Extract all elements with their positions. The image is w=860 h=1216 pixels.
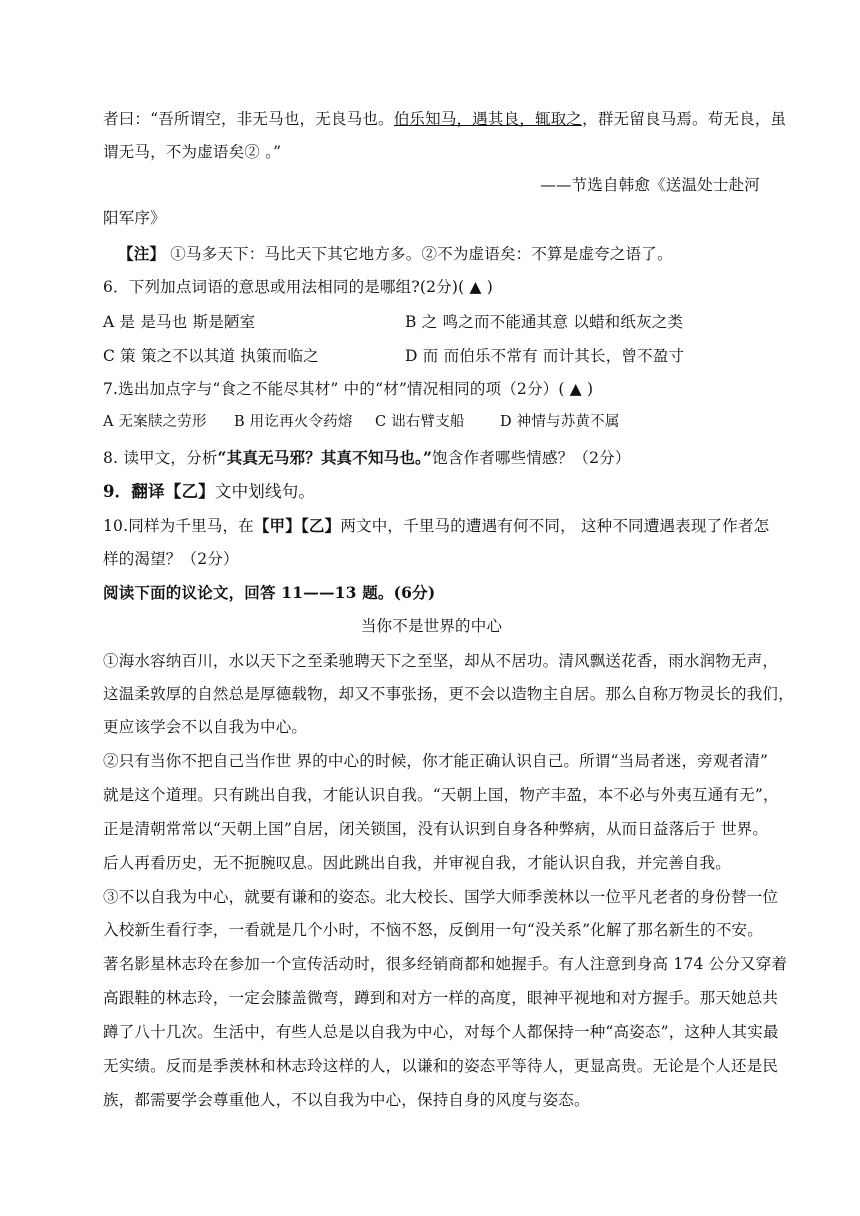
question-6-options-row1 <box>103 311 760 333</box>
question-7: 7.选出加点字与“食之不能尽其材” 中的“材”情况相同的项（2分）( ▲ ) <box>103 380 594 398</box>
passage-line-1 <box>103 108 787 130</box>
q10-text: 两文中，千里马的遭遇有何不同， 这种不同遭遇表现了作者怎 <box>340 517 770 535</box>
question-9 <box>103 481 760 503</box>
question-8 <box>103 447 760 469</box>
q10-mark: 【甲】【乙】 <box>253 516 341 535</box>
passage-line-2: 谓无马，不为虚语矣② 。” <box>103 143 282 161</box>
option-a: A 是 是马也 斯是陋室 <box>103 313 256 331</box>
essay-line: 这温柔敦厚的自然总是厚德载物，却又不事张扬，更不会以造物主自居。那么自称万物灵长的我们， <box>103 685 794 703</box>
option-c: C 诎右臂支船 <box>375 414 465 430</box>
essay-line: 无实绩。反而是季羡林和林志玲这样的人，以谦和的姿态平等待人，更显高贵。无论是个人还是民 <box>103 1057 779 1075</box>
essay-line: ③不以自我为中心，就要有谦和的姿态。北大校长、国学大师季羡林以一位平凡老者的身份替一位 <box>103 888 779 906</box>
q8-text: 8. 读甲文，分析 <box>103 449 218 467</box>
underlined-sentence: 伯乐知马，遇其良，辄取之 <box>393 110 583 128</box>
passage-text: ，群无留良马焉。苟无良，虽 <box>582 110 787 128</box>
q10-text: 10.同样为千里马，在 <box>103 517 254 535</box>
question-10-line-2: 样的渴望？（2分） <box>103 550 239 568</box>
option-d: D 神情与苏黄不属 <box>500 414 620 430</box>
q9-text: 文中划线句。 <box>214 482 316 501</box>
essay-line: 就是这个道理。只有跳出自我，才能认识自我。“天朝上国，物产丰盈，本不必与外夷互通有无”， <box>103 786 779 804</box>
essay-line: 后人再看历史，无不扼腕叹息。因此跳出自我，并审视自我，才能认识自我，并完善自我。 <box>103 854 732 872</box>
essay-line: ①海水容纳百川，水以天下之至柔驰聘天下之至坚，却从不居功。清风飘送花香，雨水润物无声， <box>103 652 779 670</box>
q8-quote: “其真无马邪？其真不知马也。” <box>217 448 433 467</box>
q8-text: 饱含作者哪些情感？（2分） <box>432 449 631 467</box>
question-6: 6．下列加点词语的意思或用法相同的是哪组?(2分)( ▲ ) <box>103 278 493 296</box>
essay-title: 当你不是世界的中心 <box>360 617 503 635</box>
q9-mark: 【乙】 <box>164 482 215 501</box>
option-b: B 用讫再火令药熔 <box>234 414 353 430</box>
question-10-line-1 <box>103 515 770 537</box>
essay-line: 蹲了八十几次。生活中，有些人总是以自我为中心，对每个人都保持一种“高姿态”，这种人其实最 <box>103 1023 779 1041</box>
source-citation: ——节选自韩愈《送温处士赴河 <box>540 176 760 194</box>
option-a: A 无案牍之劳形 <box>103 414 207 430</box>
essay-line: 正是清朝常常以“天朝上国”自居，闭关锁国，没有认识到自身各种弊病，从而日益落后于 世界。 <box>103 820 769 838</box>
note-text: ①马多天下：马比天下其它地方多。②不为虚语矣：不算是虚夸之语了。 <box>165 245 673 263</box>
question-7-options <box>103 411 760 433</box>
passage-text: 者曰：“吾所谓空，非无马也，无良马也。 <box>103 110 394 128</box>
essay-line: ②只有当你不把自己当作世 界的中心的时候，你才能正确认识自己。所谓“当局者迷，旁观者清” <box>103 752 769 770</box>
option-b: B 之 鸣之而不能通其意 以蜡和纸灰之类 <box>405 313 684 331</box>
essay-line: 更应该学会不以自我为中心。 <box>103 718 308 736</box>
essay-line: 入校新生看行李，一看就是几个小时，不恼不怒，反倒用一句“没关系”化解了那名新生的不安。 <box>103 921 763 939</box>
question-6-options-row2 <box>103 345 760 367</box>
note-label: 【注】 <box>118 244 166 263</box>
annotation-note <box>118 243 760 265</box>
q9-number: 9．翻译 <box>103 482 165 501</box>
option-d: D 而 而伯乐不常有 而计其长，曾不盈寸 <box>405 347 685 365</box>
option-c: C 策 策之不以其道 执策而临之 <box>103 347 319 365</box>
source-citation-cont: 阳军序》 <box>103 209 166 227</box>
essay-line: 高跟鞋的林志玲，一定会膝盖微弯，蹲到和对方一样的高度，眼神平视地和对方握手。那天她总共 <box>103 989 779 1007</box>
section-heading: 阅读下面的议论文，回答 11——13 题。(6分) <box>103 583 436 602</box>
essay-line: 著名影星林志玲在参加一个宣传活动时，很多经销商都和她握手。有人注意到身高 174 公分又穿着 <box>103 955 788 973</box>
essay-line: 族，都需要学会尊重他人，不以自我为中心，保持自身的风度与姿态。 <box>103 1091 590 1109</box>
